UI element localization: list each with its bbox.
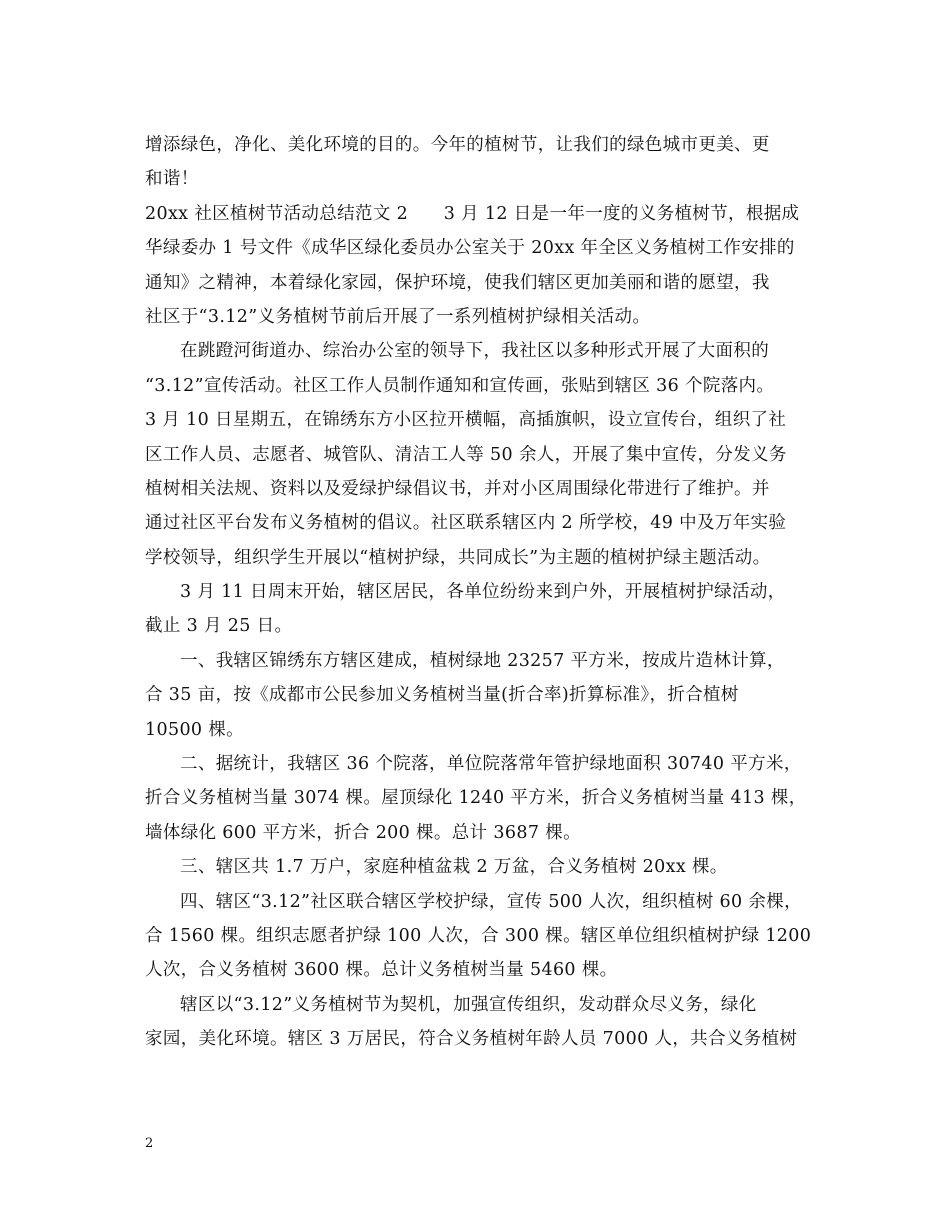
text-line: 增添绿色，净化、美化环境的目的。今年的植树节，让我们的绿色城市更美、更 [145,135,770,155]
text-line: 墙体绿化 600 平方米，折合 200 棵。总计 3687 棵。 [145,822,581,843]
body-text [145,128,810,1057]
text-line: 合 35 亩，按《成都市公民参加义务植树当量(折合率)折算标准》，折合植树 [145,685,739,706]
text-line: 10500 棵。 [145,719,245,740]
text-line: 辖区以“3.12”义务植树节为契机，加强宣传组织，发动群众尽义务，绿化 [180,994,757,1015]
text-line: 3 月 11 日周末开始，辖区居民，各单位纷纷来到户外，开展植树护绿活动， [180,582,786,603]
text-line: 人次，合义务植树 3600 棵。总计义务植树当量 5460 棵。 [145,960,618,981]
text-line: 折合义务植树当量 3074 棵。屋顶绿化 1240 平方米，折合义务植树当量 413 棵， [145,788,807,809]
text-line: 家园，美化环境。辖区 3 万居民，符合义务植树年龄人员 7000 人，共合义务植树 [145,1029,798,1050]
text-line: 社区于“3.12”义务植树节前后开展了一系列植树护绿相关活动。 [145,306,651,327]
text-line: 在跳蹬河街道办、综治办公室的领导下，我社区以多种形式开展了大面积的 [180,341,770,362]
text-line: 和谐！ [145,169,199,190]
text-line: 3 月 10 日星期五，在锦绣东方小区拉开横幅，高插旗帜，设立宣传台，组织了社 [145,410,787,431]
text-line: 四、辖区“3.12”社区联合辖区学校护绿，宣传 500 人次，组织植树 60 余棵， [180,891,802,912]
text-line: 合 1560 棵。组织志愿者护绿 100 人次，合 300 棵。辖区单位组织植树护绿 1200 [145,925,812,946]
text-line: 截止 3 月 25 日。 [145,616,293,637]
text-line: 三、辖区共 1.7 万户，家庭种植盆栽 2 万盆，合义务植树 20xx 棵。 [180,857,728,878]
page-number: 2 [145,1136,154,1151]
text-line: 通过社区平台发布义务植树的倡议。社区联系辖区内 2 所学校，49 中及万年实验 [145,513,787,534]
text-line: 二、据统计，我辖区 36 个院落，单位院落常年管护绿地面积 30740 平方米， [180,754,802,775]
text-line: 学校领导，组织学生开展以“植树护绿，共同成长”为主题的植树护绿主题活动。 [145,547,771,568]
text-line: 20xx 社区植树节活动总结范文 2 3 月 12 日是一年一度的义务植树节，根据成 [145,203,800,224]
text-line: 一、我辖区锦绣东方辖区建成，植树绿地 23257 平方米，按成片造林计算， [180,650,785,671]
text-line: “3.12”宣传活动。社区工作人员制作通知和宣传画，张贴到辖区 36 个院落内。 [145,375,775,396]
text-line: 通知》之精神，本着绿化家园，保护环境，使我们辖区更加美丽和谐的愿望，我 [145,272,770,293]
text-line: 华绿委办 1 号文件《成华区绿化委员办公室关于 20xx 年全区义务植树工作安排的 [145,238,795,259]
text-line: 区工作人员、志愿者、城管队、清洁工人等 50 余人，开展了集中宣传，分发义务 [145,444,787,465]
text-line: 植树相关法规、资料以及爱绿护绿倡议书，并对小区周围绿化带进行了维护。并 [145,478,770,499]
